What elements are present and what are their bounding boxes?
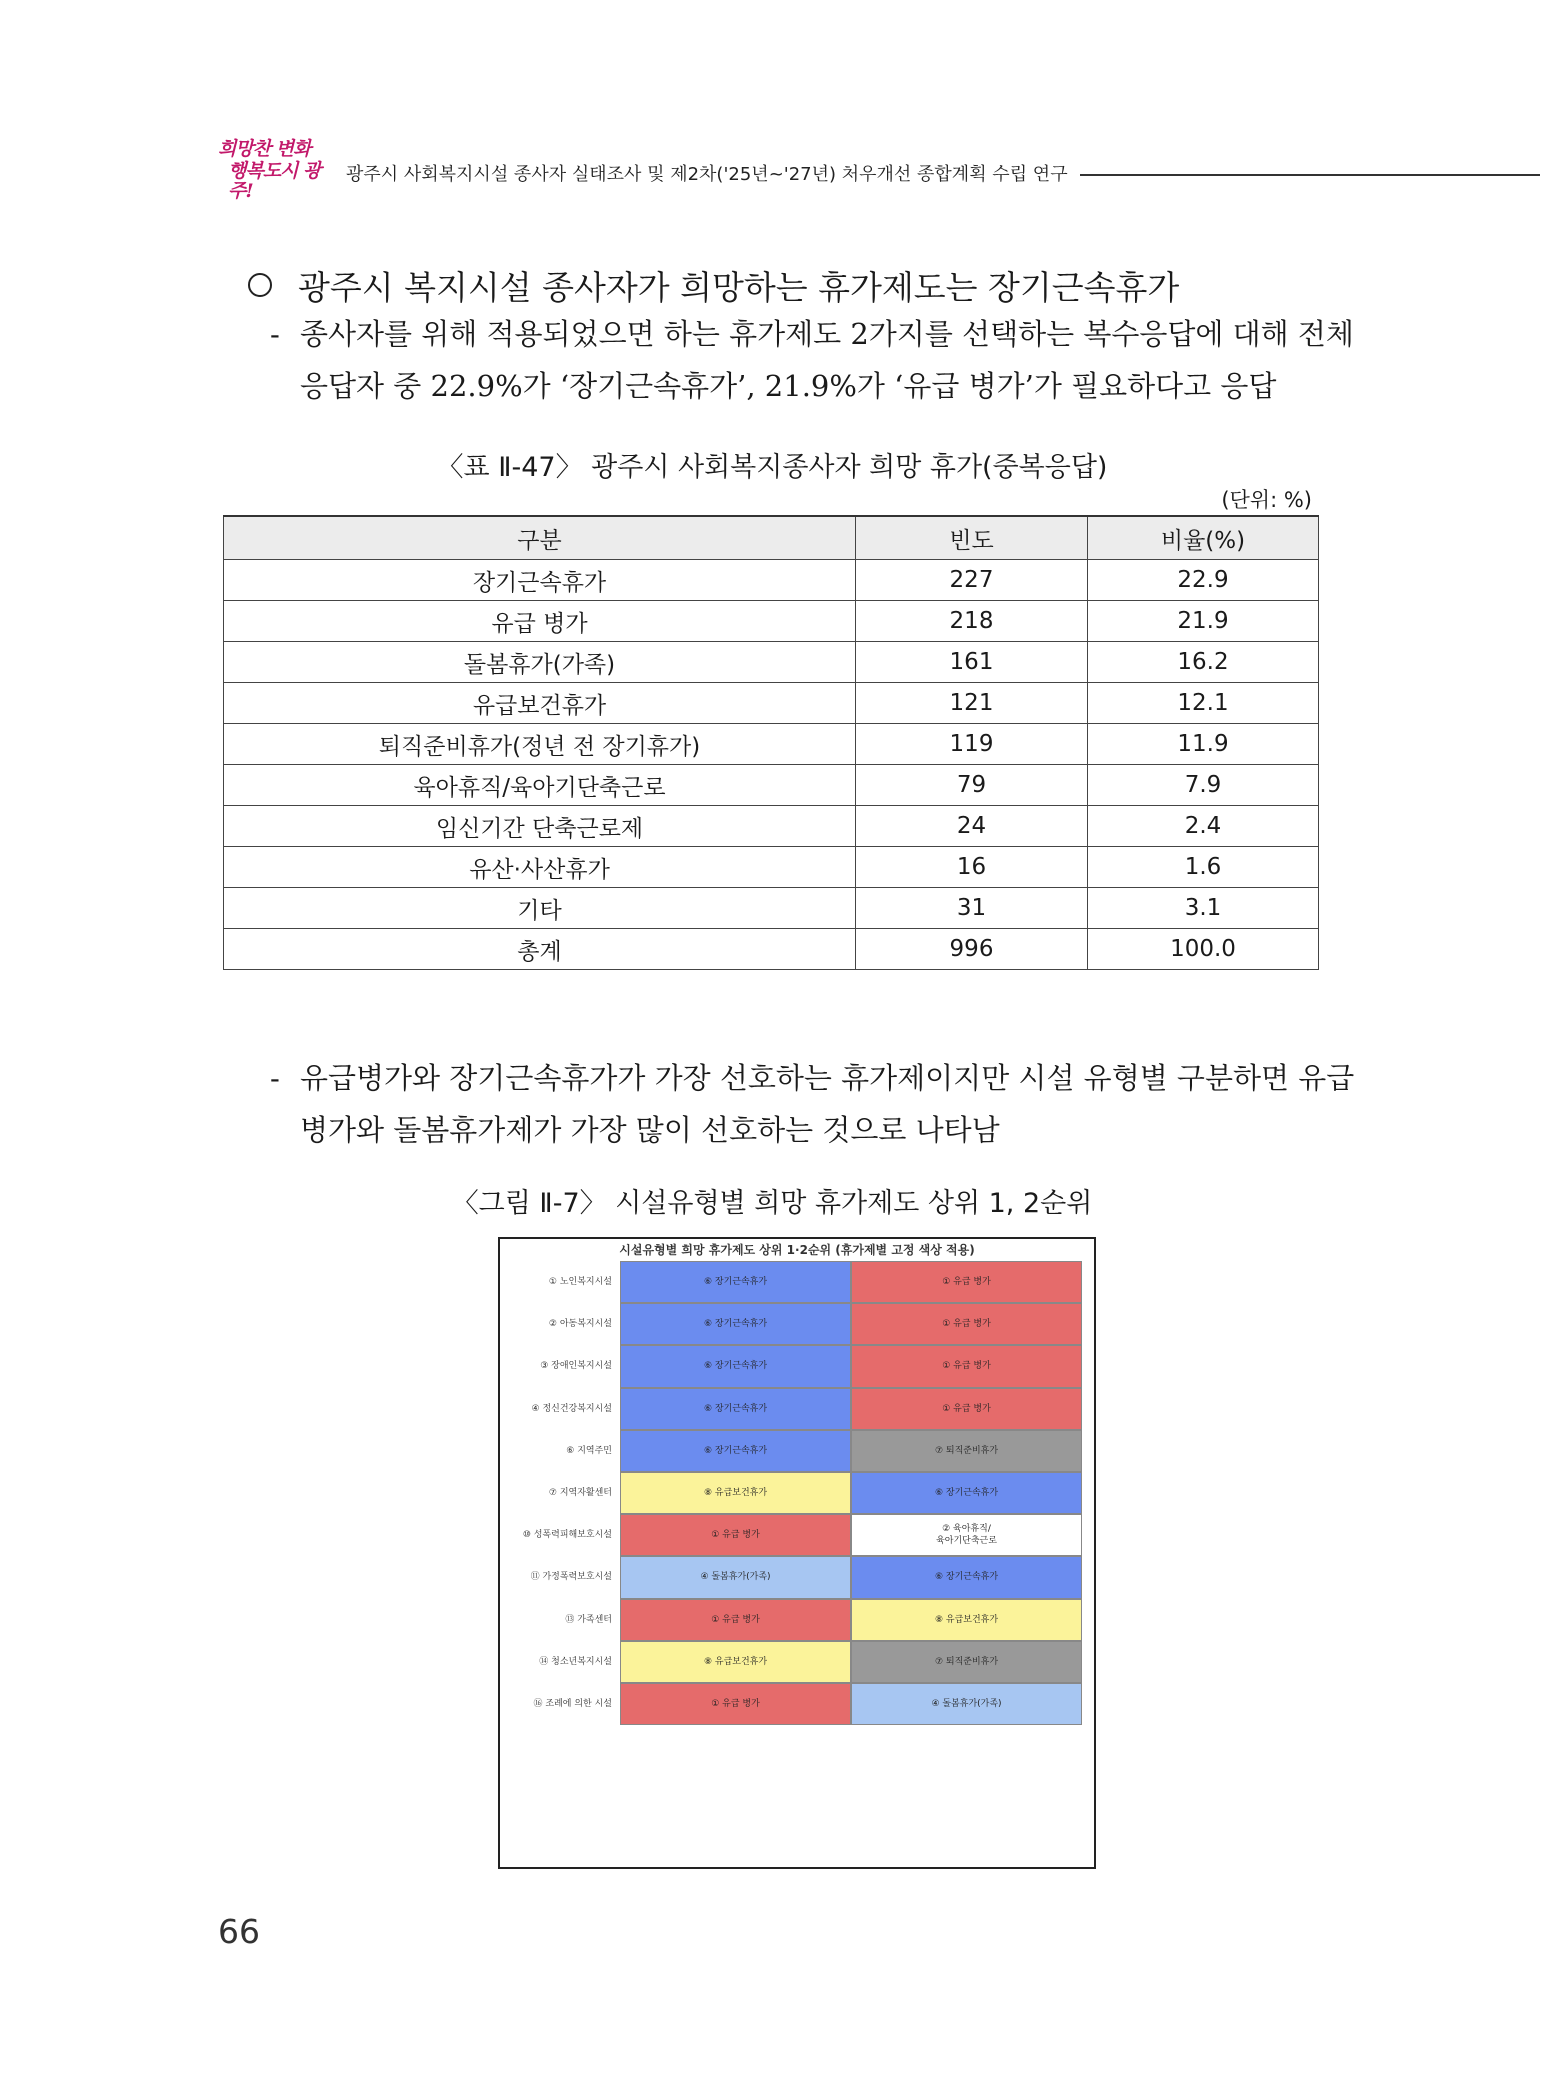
table-row [224,765,1319,806]
slogan-logo [218,138,338,202]
first-choice-cell: ⑥ 장기근속휴가 [620,1261,851,1303]
cell-category: 장기근속휴가 [224,560,856,601]
second-choice-cell: ⑦ 퇴직준비휴가 [851,1430,1082,1472]
cell-category: 기타 [224,888,856,929]
facility-label: ⑦ 지역자활센터 [548,1488,612,1498]
cell-frequency: 121 [856,683,1088,724]
paragraph-1-line-1: 종사자를 위해 적용되었으면 하는 휴가제도 2가지를 선택하는 복수응답에 대해 전체 [300,317,1354,351]
header-frequency: 빈도 [856,516,1088,560]
logo-line-1: 희망찬 변화 [218,138,311,160]
figure-row [500,1472,1094,1514]
cell-ratio: 100.0 [1088,929,1319,970]
figure-row [500,1388,1094,1430]
first-choice-cell: ① 유급 병가 [620,1683,851,1725]
circle-bullet-icon [248,273,272,297]
second-choice-cell: ① 유급 병가 [851,1345,1082,1387]
cell-frequency: 996 [856,929,1088,970]
cell-category: 퇴직준비휴가(정년 전 장기휴가) [224,724,856,765]
paragraph-1-line-2: 응답자 중 22.9%가 ‘장기근속휴가’, 21.9%가 ‘유급 병가’가 필요하다고 응답 [300,369,1277,403]
first-choice-cell: ⑥ 장기근속휴가 [620,1430,851,1472]
header-ratio: 비율(%) [1088,516,1319,560]
first-choice-cell: ⑥ 장기근속휴가 [620,1345,851,1387]
dash-marker: - [270,1061,280,1095]
cell-frequency: 79 [856,765,1088,806]
first-choice-cell: ⑥ 장기근속휴가 [620,1388,851,1430]
second-choice-cell: ⑦ 퇴직준비휴가 [851,1641,1082,1683]
table-row [224,560,1319,601]
facility-label: ⑬ 가족센터 [565,1614,612,1625]
second-choice-cell: ④ 돌봄휴가(가족) [851,1683,1082,1725]
first-choice-cell: ① 유급 병가 [620,1514,851,1556]
facility-label: ① 노인복지시설 [548,1277,612,1287]
first-choice-cell: ④ 돌봄휴가(가족) [620,1556,851,1598]
table-row [224,806,1319,847]
cell-frequency: 16 [856,847,1088,888]
figure-row [500,1261,1094,1303]
table-row [224,642,1319,683]
figure-row [500,1683,1094,1725]
cell-ratio: 21.9 [1088,601,1319,642]
facility-label: ⑥ 지역주민 [566,1445,612,1456]
paragraph-2-line-2: 병가와 돌봄휴가제가 가장 많이 선호하는 것으로 나타남 [300,1113,1000,1147]
cell-frequency: 227 [856,560,1088,601]
table-row [224,724,1319,765]
first-choice-cell: ⑧ 유급보건휴가 [620,1641,851,1683]
figure-caption: 〈그림 Ⅱ-7〉 시설유형별 희망 휴가제도 상위 1, 2순위 [451,1188,1093,1219]
table-row [224,601,1319,642]
cell-ratio: 11.9 [1088,724,1319,765]
section-heading [248,262,1179,309]
cell-category: 임신기간 단축근로제 [224,806,856,847]
table-header-row [224,516,1319,560]
cell-frequency: 24 [856,806,1088,847]
cell-category: 유급보건휴가 [224,683,856,724]
cell-frequency: 161 [856,642,1088,683]
table-row [224,888,1319,929]
cell-ratio: 1.6 [1088,847,1319,888]
cell-ratio: 16.2 [1088,642,1319,683]
header-rule [1080,174,1540,176]
facility-label: ③ 장애인복지시설 [540,1361,612,1372]
paragraph-2-line-1: 유급병가와 장기근속휴가가 가장 선호하는 휴가제이지만 시설 유형별 구분하면 유급 [300,1061,1355,1095]
facility-label: ⑩ 성폭력피해보호시설 [522,1530,612,1541]
first-choice-cell: ⑧ 유급보건휴가 [620,1472,851,1514]
table-row [224,929,1319,970]
cell-category: 돌봄휴가(가족) [224,642,856,683]
section-heading-text: 광주시 복지시설 종사자가 희망하는 휴가제도는 장기근속휴가 [298,268,1180,307]
figure-title: 시설유형별 희망 휴가제도 상위 1·2순위 (휴가제별 고정 색상 적용) [619,1243,975,1257]
second-choice-cell: ⑥ 장기근속휴가 [851,1472,1082,1514]
cell-ratio: 2.4 [1088,806,1319,847]
facility-label: ⑯ 조례에 의한 시설 [533,1699,612,1709]
second-choice-cell: ② 육아휴직/ 육아기단축근로 [851,1514,1082,1556]
paragraph-2 [270,1052,1354,1156]
first-choice-cell: ⑥ 장기근속휴가 [620,1303,851,1345]
second-choice-cell: ① 유급 병가 [851,1303,1082,1345]
cell-ratio: 12.1 [1088,683,1319,724]
second-choice-cell: ① 유급 병가 [851,1261,1082,1303]
table-row [224,683,1319,724]
facility-label: ⑭ 청소년복지시설 [539,1656,612,1667]
cell-ratio: 3.1 [1088,888,1319,929]
table-row [224,847,1319,888]
cell-ratio: 22.9 [1088,560,1319,601]
running-header [218,138,1540,202]
cell-frequency: 218 [856,601,1088,642]
header-category: 구분 [224,516,856,560]
table-unit: (단위: %) [1221,488,1312,512]
vacation-table [223,515,1319,970]
dash-marker: - [270,317,280,351]
facility-label: ② 아동복지시설 [548,1319,612,1330]
cell-category: 총계 [224,929,856,970]
figure-row [500,1599,1094,1641]
logo-line-2: 행복도시 광주! [228,160,321,202]
figure-row [500,1514,1094,1556]
cell-category: 유산·사산휴가 [224,847,856,888]
cell-ratio: 7.9 [1088,765,1319,806]
table-caption: 〈표 Ⅱ-47〉 광주시 사회복지종사자 희망 휴가(중복응답) [436,452,1108,483]
paragraph-1 [270,308,1354,412]
figure-row [500,1641,1094,1683]
first-choice-cell: ① 유급 병가 [620,1599,851,1641]
second-choice-cell: ⑥ 장기근속휴가 [851,1556,1082,1598]
cell-category: 유급 병가 [224,601,856,642]
figure-row [500,1345,1094,1387]
second-choice-cell: ⑧ 유급보건휴가 [851,1599,1082,1641]
figure-row [500,1303,1094,1345]
page-number: 66 [218,1912,260,1951]
vacation-preference-figure [498,1237,1096,1869]
figure-row [500,1556,1094,1598]
cell-category: 육아휴직/육아기단축근로 [224,765,856,806]
second-choice-cell: ① 유급 병가 [851,1388,1082,1430]
facility-label: ④ 정신건강복지시설 [531,1403,612,1414]
header-title: 광주시 사회복지시설 종사자 실태조사 및 제2차('25년~'27년) 처우개선 종합계획 수립 연구 [346,164,1068,185]
facility-label: ⑪ 가정폭력보호시설 [530,1572,612,1583]
figure-row [500,1430,1094,1472]
cell-frequency: 119 [856,724,1088,765]
cell-frequency: 31 [856,888,1088,929]
